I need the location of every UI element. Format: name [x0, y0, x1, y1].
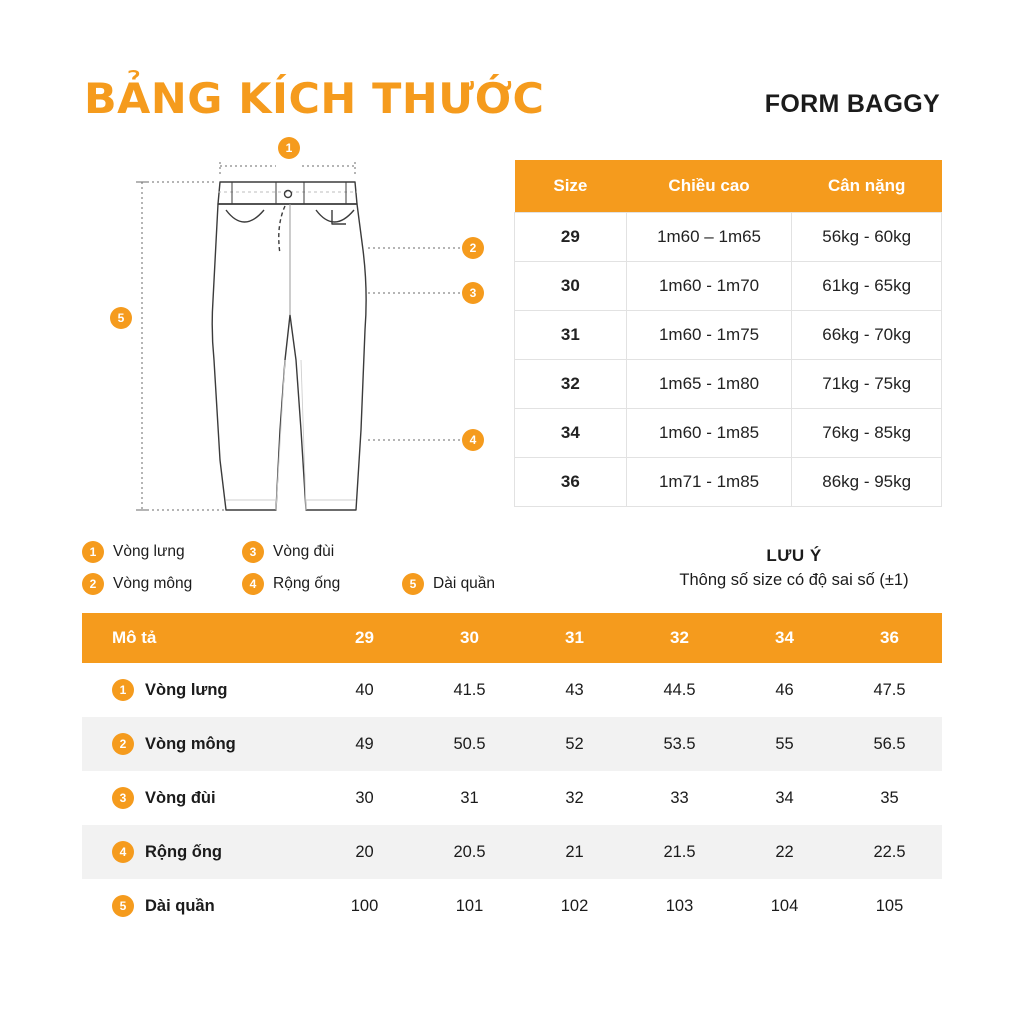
- measurement-value: 102: [560, 896, 589, 915]
- legend-badge-2: 2: [82, 573, 104, 595]
- table-row: [82, 663, 942, 717]
- height-cell: 1m65 - 1m80: [626, 360, 792, 409]
- weight-cell: 66kg - 70kg: [792, 311, 942, 360]
- measurement-value: 103: [665, 896, 694, 915]
- jeans-diagram: [80, 130, 500, 520]
- diagram-marker-5: 5: [110, 307, 132, 329]
- measurement-row-label: [82, 771, 312, 825]
- measurement-value: 22.5: [873, 842, 906, 861]
- measurement-value: 33: [670, 788, 689, 807]
- measurement-value: 56.5: [873, 734, 906, 753]
- size-table-header-size: Size: [515, 160, 627, 213]
- legend-label-1: Vòng lưng: [113, 543, 185, 560]
- legend-badge-5: 5: [402, 573, 424, 595]
- measurement-value: 47.5: [873, 680, 906, 699]
- measurement-label-text: Vòng đùi: [145, 788, 216, 807]
- measurement-badge: 1: [112, 679, 134, 701]
- table-row: [82, 771, 942, 825]
- measurement-value: 52: [565, 734, 584, 753]
- measurement-value: 55: [775, 734, 794, 753]
- height-cell: 1m60 – 1m65: [626, 213, 792, 262]
- measurement-label-text: Vòng mông: [145, 734, 236, 753]
- measurement-header-32: 32: [627, 613, 732, 663]
- diagram-marker-3: 3: [462, 282, 484, 304]
- legend-badge-1: 1: [82, 541, 104, 563]
- measurement-value: 34: [775, 788, 794, 807]
- size-cell: 29: [515, 213, 627, 262]
- size-table-header-height: Chiều cao: [626, 160, 792, 213]
- measurement-row-label: [82, 879, 312, 933]
- weight-cell: 76kg - 85kg: [792, 409, 942, 458]
- table-row: [515, 360, 942, 409]
- measurement-value: 30: [355, 788, 374, 807]
- measurement-value: 32: [565, 788, 584, 807]
- measurement-badge: 4: [112, 841, 134, 863]
- measurement-header-31: 31: [522, 613, 627, 663]
- legend: [82, 536, 552, 600]
- measurement-value: 35: [880, 788, 899, 807]
- legend-item-3: [242, 541, 402, 563]
- measurement-row-label: [82, 717, 312, 771]
- measurement-header-36: 36: [837, 613, 942, 663]
- height-cell: 1m71 - 1m85: [626, 458, 792, 507]
- note-text: Thông số size có độ sai số (±1): [679, 571, 909, 589]
- size-cell: 32: [515, 360, 627, 409]
- measurement-badge: 2: [112, 733, 134, 755]
- measurement-badge: 3: [112, 787, 134, 809]
- measurement-value: 100: [350, 896, 379, 915]
- measurement-value: 31: [460, 788, 479, 807]
- measurement-value: 21.5: [663, 842, 696, 861]
- measurement-label-text: Rộng ống: [145, 842, 222, 861]
- measurement-value: 49: [355, 734, 374, 753]
- legend-badge-4: 4: [242, 573, 264, 595]
- table-row: [82, 879, 942, 933]
- table-row: [82, 825, 942, 879]
- legend-item-1: [82, 541, 242, 563]
- weight-cell: 86kg - 95kg: [792, 458, 942, 507]
- size-cell: 31: [515, 311, 627, 360]
- measurement-value: 101: [455, 896, 484, 915]
- measurement-value: 53.5: [663, 734, 696, 753]
- height-cell: 1m60 - 1m75: [626, 311, 792, 360]
- weight-cell: 56kg - 60kg: [792, 213, 942, 262]
- legend-label-2: Vòng mông: [113, 575, 193, 592]
- page-title: BẢNG KÍCH THƯỚC: [84, 74, 545, 123]
- legend-label-3: Vòng đùi: [273, 543, 335, 560]
- legend-badge-3: 3: [242, 541, 264, 563]
- measurement-value: 43: [565, 680, 584, 699]
- measurement-value: 105: [875, 896, 904, 915]
- table-row: [515, 458, 942, 507]
- measurement-value: 22: [775, 842, 794, 861]
- size-cell: 36: [515, 458, 627, 507]
- size-cell: 30: [515, 262, 627, 311]
- table-row: [515, 213, 942, 262]
- form-label: FORM BAGGY: [764, 90, 940, 118]
- measurement-value: 46: [775, 680, 794, 699]
- measurement-value: 104: [770, 896, 799, 915]
- legend-label-4: Rộng ống: [273, 575, 341, 592]
- diagram-marker-1: 1: [278, 137, 300, 159]
- measurement-row-label: [82, 825, 312, 879]
- height-cell: 1m60 - 1m70: [626, 262, 792, 311]
- measurement-header-30: 30: [417, 613, 522, 663]
- measurement-table: [82, 613, 942, 933]
- measurement-value: 40: [355, 680, 374, 699]
- measurement-value: 50.5: [453, 734, 486, 753]
- legend-label-5: Dài quần: [433, 575, 496, 592]
- weight-cell: 61kg - 65kg: [792, 262, 942, 311]
- note-block: [614, 546, 974, 590]
- legend-item-5: [402, 573, 552, 595]
- measurement-value: 41.5: [453, 680, 486, 699]
- table-row: [515, 262, 942, 311]
- size-table-header-row: [515, 160, 942, 213]
- note-title: LƯU Ý: [766, 546, 822, 565]
- measurement-label-text: Vòng lưng: [145, 680, 228, 699]
- legend-item-2: [82, 573, 242, 595]
- jeans-technical-drawing: [80, 130, 500, 520]
- measurement-header-row: [82, 613, 942, 663]
- weight-cell: 71kg - 75kg: [792, 360, 942, 409]
- height-cell: 1m60 - 1m85: [626, 409, 792, 458]
- measurement-header-29: 29: [312, 613, 417, 663]
- measurement-badge: 5: [112, 895, 134, 917]
- size-cell: 34: [515, 409, 627, 458]
- measurement-label-text: Dài quần: [145, 896, 215, 915]
- size-height-weight-table: [514, 160, 942, 507]
- legend-item-4: [242, 573, 402, 595]
- table-row: [515, 311, 942, 360]
- table-row: [515, 409, 942, 458]
- diagram-marker-4: 4: [462, 429, 484, 451]
- size-table-header-weight: Cân nặng: [792, 160, 942, 213]
- diagram-marker-2: 2: [462, 237, 484, 259]
- measurement-header-34: 34: [732, 613, 837, 663]
- measurement-value: 20.5: [453, 842, 486, 861]
- measurement-header-desc: Mô tả: [82, 613, 312, 663]
- measurement-row-label: [82, 663, 312, 717]
- measurement-value: 20: [355, 842, 374, 861]
- table-row: [82, 717, 942, 771]
- measurement-value: 21: [565, 842, 584, 861]
- measurement-value: 44.5: [663, 680, 696, 699]
